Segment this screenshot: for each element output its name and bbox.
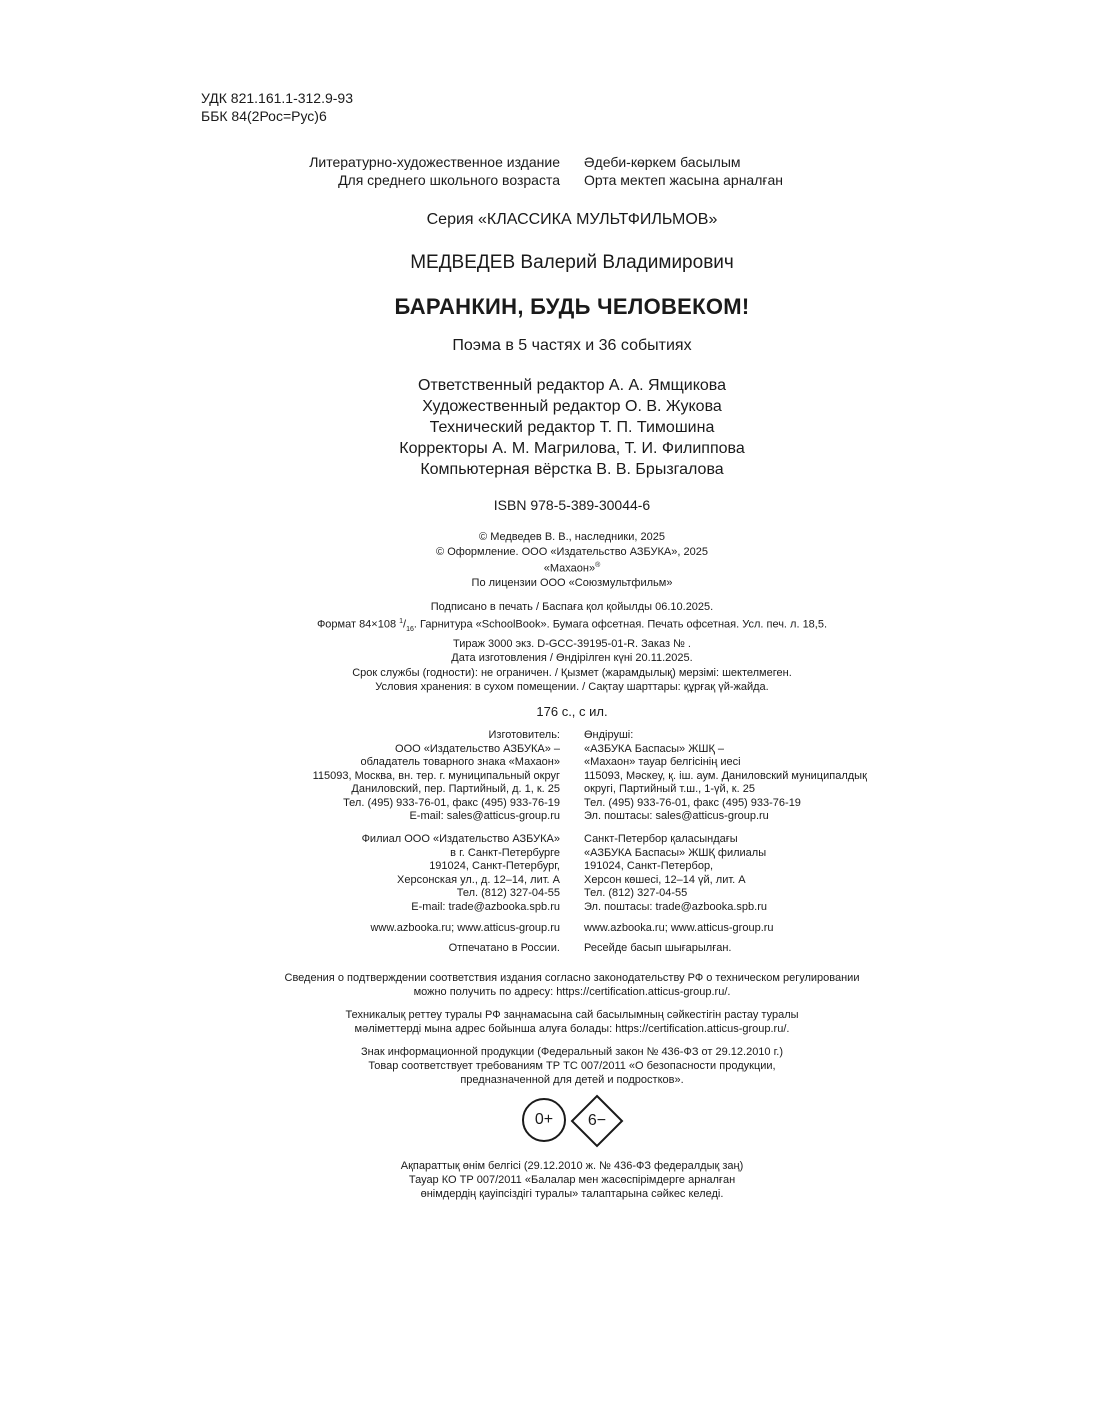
bbk-code: ББК 84(2Рос=Рус)6 (201, 108, 327, 124)
branch-kz-line: Эл. поштасы: trade@azbooka.spb.ru (584, 900, 767, 913)
branch-kz-line: 191024, Санкт-Петербор, (584, 860, 714, 872)
editor-line: Художественный редактор О. В. Жукова (422, 398, 722, 415)
shelf-life: Срок службы (годности): не ограничен. / Қызмет (жарамдылық) мерзімі: шектелмеген. (352, 666, 792, 679)
info-mark-kz-line: өнімдердің қауіпсіздігі туралы» талаптарына сәйкес келеді. (420, 1188, 724, 1200)
udk-code: УДК 821.161.1-312.9-93 (201, 90, 354, 106)
edition-age-ru-line: Для среднего школьного возраста (338, 172, 560, 188)
manufacturer-kz-line: «Махаон» тауар белгісінің иесі (584, 756, 741, 768)
info-mark-kz-line: Ақпараттық өнім белгісі (29.12.2010 ж. № 436-ФЗ федералдық заң) (400, 1160, 744, 1172)
edition-type-ru-line: Литературно-художественное издание (309, 154, 560, 170)
manufacturer-ru (313, 729, 560, 824)
manufacturer-kz-line: Өндіруші: (584, 729, 634, 741)
printed-in-kz: Ресейде басып шығарылған. (584, 942, 732, 954)
branch-ru-line: в г. Санкт-Петербурге (450, 846, 560, 859)
copyright-author: © Медведев В. В., наследники, 2025 (479, 531, 665, 543)
printed-in-ru: Отпечатано в России. (448, 942, 560, 954)
certification-kz (0, 1008, 1100, 1036)
edition-type-ru (309, 153, 560, 189)
websites-ru: www.azbooka.ru; www.atticus-group.ru (370, 922, 560, 934)
format-text: Формат 84×108 (316, 618, 400, 631)
edition-type-kz-line: Әдеби-көркем басылым (584, 154, 741, 170)
trademark-name: «Махаон» (543, 562, 596, 575)
storage-conditions: Условия хранения: в сухом помещении. / Сақтау шарттары: құрғақ үй-жайда. (375, 681, 769, 694)
certification-ru-line: можно получить по адресу: https://certification.atticus-group.ru/. (413, 986, 731, 998)
branch-kz-line: «АЗБУКА Баспасы» ЖШҚ филиалы (584, 846, 767, 859)
age-rating-6-label: 6− (587, 1112, 607, 1129)
author-name: МЕДВЕДЕВ Валерий Владимирович (410, 252, 734, 273)
manufacturer-ru-line: обладатель товарного знака «Махаон» (360, 756, 560, 768)
certification-ru (0, 971, 1100, 999)
circulation-line: Тираж 3000 экз. D-GCC-39195-01-R. Заказ № . (452, 637, 691, 650)
manufacturer-kz-line: 115093, Мәскеу, қ. іш. аум. Даниловский муниципалдық (584, 769, 867, 782)
manufacturer-kz-line: Тел. (495) 933-76-01, факс (495) 933-76-19 (584, 796, 801, 809)
signed-date: Подписано в печать / Баспаға қол қойылды 06.10.2025. (430, 601, 714, 613)
editors-list (0, 375, 1100, 480)
copyright-design: © Оформление. ООО «Издательство АЗБУКА», 2025 (436, 545, 708, 558)
page-count: 176 с., с ил. (536, 704, 608, 719)
editor-line: Компьютерная вёрстка В. В. Брызгалова (420, 461, 724, 478)
info-mark-ru-line: Знак информационной продукции (Федеральный закон № 436-ФЗ от 29.12.2010 г.) (360, 1046, 783, 1058)
certification-ru-line: Сведения о подтверждении соответствия издания согласно законодательству РФ о техническом регулировании (284, 972, 860, 984)
format-details: . Гарнитура «SchoolBook». Бумага офсетная. Печать офсетная. Усл. печ. л. 18,5. (413, 618, 828, 631)
registered-mark: ® (595, 562, 601, 569)
branch-ru-line: E-mail: trade@azbooka.spb.ru (411, 900, 560, 913)
branch-kz-line: Тел. (812) 327-04-55 (584, 887, 688, 899)
manufacturer-ru-line: Даниловский, пер. Партийный, д. 1, к. 25 (351, 783, 560, 795)
manufacturer-ru-line: E-mail: sales@atticus-group.ru (409, 810, 560, 822)
certification-kz-line: Техникалық реттеу туралы РФ заңнамасына сай басылымның сәйкестігін растау туралы (345, 1009, 799, 1021)
manufacturer-kz-line: Эл. поштасы: sales@atticus-group.ru (584, 810, 769, 822)
license-line: По лицензии ООО «Союзмультфильм» (471, 577, 673, 590)
branch-ru-line: 191024, Санкт-Петербург, (429, 860, 560, 872)
branch-kz-line: Херсон көшесі, 12–14 үй, лит. А (584, 873, 746, 886)
format-numerator: 1 (399, 617, 404, 625)
book-subtitle: Поэма в 5 частях и 36 событиях (452, 337, 692, 354)
editor-line: Корректоры А. М. Магрилова, Т. И. Филиппова (399, 440, 745, 457)
manufacturer-ru-line: Изготовитель: (488, 729, 560, 741)
editor-line: Ответственный редактор А. А. Ямщикова (417, 377, 727, 394)
editor-line: Технический редактор Т. П. Тимошина (429, 419, 715, 436)
format-line: Формат 84×108 $^1/_{16}$. Гарнитура «SchoolBook». Бумага офсетная. Печать офсетная. Усл. печ. л. 18,5. (316, 617, 828, 633)
book-title: БАРАНКИН, БУДЬ ЧЕЛОВЕКОМ! (394, 294, 750, 319)
manufacturer-kz (584, 729, 867, 824)
manufacturer-ru-line: ООО «Издательство АЗБУКА» – (395, 742, 560, 755)
info-mark-ru-line: Товар соответствует требованиям ТР ТС 007/2011 «О безопасности продукции, (368, 1060, 776, 1072)
branch-kz (584, 833, 767, 914)
manufacturer-ru-line: 115093, Москва, вн. тер. г. муниципальный округ (312, 769, 560, 782)
manufacturer-ru-line: Тел. (495) 933-76-01, факс (495) 933-76-19 (343, 796, 560, 809)
age-rating-0-badge: 0+ (522, 1098, 566, 1142)
trademark-line (0, 559, 1100, 576)
classification-codes (201, 89, 353, 125)
info-mark-ru (0, 1045, 1100, 1087)
edition-type-kz (584, 153, 783, 189)
age-rating-6-badge (570, 1094, 624, 1148)
websites-kz: www.azbooka.ru; www.atticus-group.ru (584, 922, 774, 934)
branch-ru (362, 833, 560, 914)
certification-kz-line: мәліметтерді мына адрес бойынша алуға болады: https://certification.atticus-group.ru/. (354, 1023, 790, 1035)
edition-age-kz-line: Орта мектеп жасына арналған (584, 172, 784, 188)
manufacturer-kz-line: округі, Партийный т.ш., 1-үй, к. 25 (584, 783, 755, 795)
info-mark-kz-line: Тауар КО ТР 007/2011 «Балалар мен жасөспірімдерге арналған (408, 1174, 736, 1186)
format-denominator: 16 (406, 625, 414, 633)
manufacture-date: Дата изготовления / Өндірілген күні 20.11.2025. (451, 652, 693, 665)
series-name: Серия «КЛАССИКА МУЛЬТФИЛЬМОВ» (426, 211, 718, 228)
branch-ru-line: Филиал ООО «Издательство АЗБУКА» (361, 833, 560, 845)
branch-ru-line: Тел. (812) 327-04-55 (456, 887, 560, 899)
manufacturer-kz-line: «АЗБУКА Баспасы» ЖШҚ – (584, 742, 725, 755)
isbn: ISBN 978-5-389-30044-6 (493, 497, 651, 513)
info-mark-kz (0, 1159, 1100, 1201)
info-mark-ru-line: предназначенной для детей и подростков». (460, 1074, 684, 1086)
technical-info (0, 600, 1100, 695)
branch-kz-line: Санкт-Петербор қаласындағы (584, 833, 738, 845)
branch-ru-line: Херсонская ул., д. 12–14, лит. А (397, 873, 560, 886)
copyright-block (0, 530, 1100, 591)
